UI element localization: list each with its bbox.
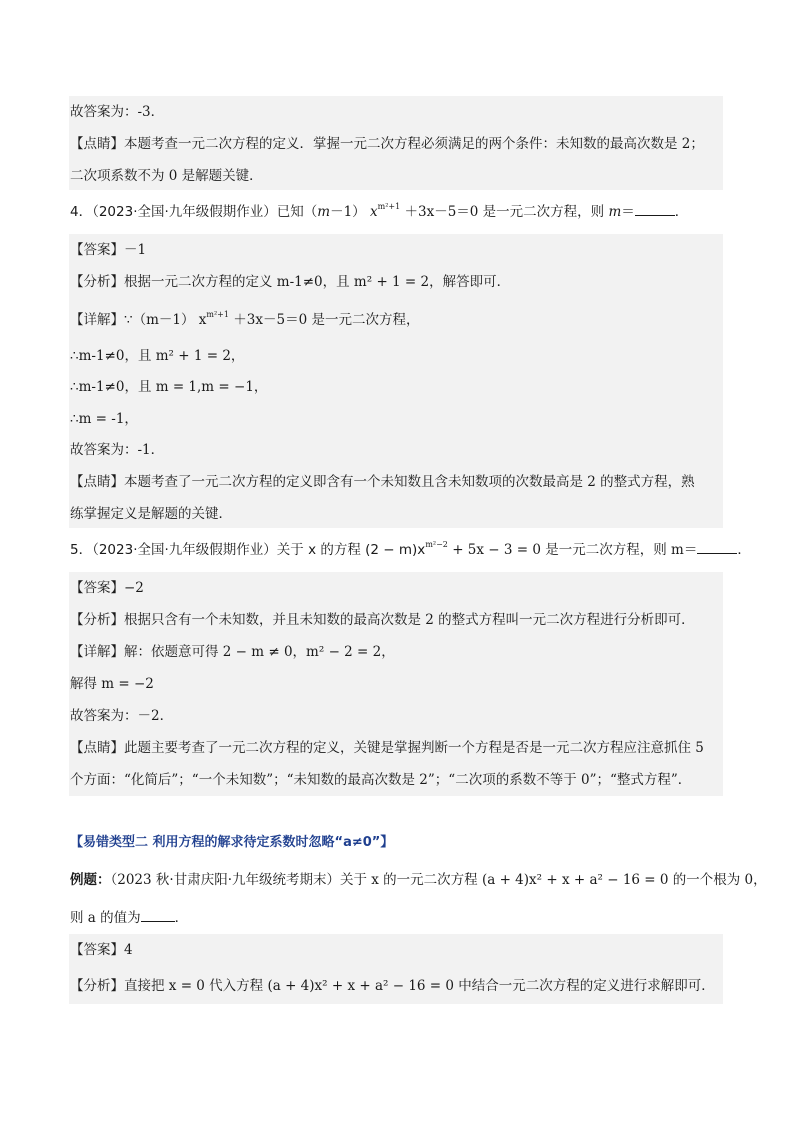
q5-stem-rest: + 5x − 3 = 0 是一元二次方程，则 m＝ [447,542,698,558]
analysis-tag: 【分析】 [70,274,124,290]
q4-answer-blank [635,201,675,216]
q4-analysis [70,271,723,293]
q4-exponent: m²+1 [377,202,401,211]
detail-exponent: m²+1 [206,310,229,319]
q4-equals: ＝ [621,204,635,220]
example-text: （2023 秋·甘肃庆阳·九年级统考期末）关于 x 的一元二次方程 (a + 4)x² + x + a² − 16 = 0 的一个根为 0， [110,872,767,888]
q4-var-m: m [317,204,331,220]
note-tag: 【点睛】 [70,474,124,490]
q3-note-line1 [70,133,723,155]
analysis-text: 根据只含有一个未知数，并且未知数的最高次数是 2 的整式方程叫一元二次方程进行分析即可． [124,612,695,628]
analysis-text: 根据一元二次方程的定义 m-1≠0，且 m² + 1 = 2，解答即可． [124,274,511,290]
example-text-2: 则 a 的值为 [70,910,141,926]
q5-detail-2: 解得 m = −2 [70,676,154,692]
q4-stem-mid: －1） [330,204,366,220]
note-text: 本题考查一元二次方程的定义．掌握一元二次方程必须满足的两个条件：未知数的最高次数是 2； [124,136,704,152]
q3-conclusion: 故答案为：-3． [70,104,165,120]
q4-detail-3: ∴m-1≠0，且 m = 1,m = −1， [70,379,268,395]
detail-text: ∵（m－1） x [124,312,207,328]
note-tag: 【点睛】 [70,740,124,756]
q5-answer-blank [697,539,737,554]
q5-detail-1 [70,641,723,663]
note-tag: 【点睛】 [70,136,124,152]
q3-note-line2: 二次项系数不为 0 是解题关键． [70,168,263,184]
answer-value: −2 [124,580,144,596]
q5-note-line1 [70,737,723,759]
note-text: 此题主要考查了一元二次方程的定义，关键是掌握判断一个方程是否是一元二次方程应注意抓住 5 [124,740,704,756]
section-heading: 【易错类型二 利用方程的解求待定系数时忽略“a≠0”】 [70,835,394,850]
example-answer-blank [141,907,175,922]
q4-detail-1 [70,309,723,331]
analysis-text: 直接把 x = 0 代入方程 (a + 4)x² + x + a² − 16 = 0 中结合一元二次方程的定义进行求解即可． [124,978,715,994]
example-label: 例题： [70,872,111,888]
answer-tag: 【答案】 [70,242,124,258]
answer-value: －1 [124,242,147,258]
q4-stem-rest: ＋3x－5＝0 是一元二次方程，则 [400,204,609,220]
q4-stem-prefix: 4．（2023·全国·九年级假期作业）已知（ [70,204,318,220]
q5-exponent: m²−2 [425,540,448,549]
answer-value: 4 [124,942,133,958]
q4-answer [70,239,723,261]
q4-detail-4: ∴m = -1， [70,411,138,427]
example-line2: 则 a 的值为 ． [70,907,723,929]
q4-detail-5: 故答案为：-1． [70,442,165,458]
detail-tag: 【详解】 [70,312,124,328]
example-answer [70,939,723,961]
q5-stem-text: 5．（2023·全国·九年级假期作业）关于 x 的方程 (2 − m)x [70,542,426,558]
note-text: 本题考查了一元二次方程的定义即含有一个未知数且含未知数项的次数最高是 2 的整式方程，熟 [124,474,695,490]
answer-tag: 【答案】 [70,942,124,958]
q4-note-line2: 练掌握定义是解题的关键． [70,506,232,522]
q4-stem: 4．（2023·全国·九年级假期作业）已知（m－1） $x^{m^2+1} +3x-5=0$ 是一元二次方程，则 m＝ ． [70,202,689,220]
q4-detail-2: ∴m-1≠0，且 m² + 1 = 2， [70,348,245,364]
answer-tag: 【答案】 [70,580,124,596]
example-analysis [70,975,723,997]
analysis-tag: 【分析】 [70,978,124,994]
q4-note-line1 [70,471,723,493]
q5-note-line2: 个方面：“化简后”；“一个未知数”；“未知数的最高次数是 2”；“二次项的系数不等于 0”；“整式方程”． [70,772,692,788]
detail-text: 解：依题意可得 2 − m ≠ 0，m² − 2 = 2， [124,644,395,660]
q5-analysis [70,609,723,631]
q4-var-x: x [369,204,378,220]
q5-stem: 5．（2023·全国·九年级假期作业）关于 x 的方程 $(2 - m)x^{m^2-2} + 5x - 3 = 0$ 是一元二次方程，则 m＝ ． [70,540,751,558]
q5-answer [70,577,723,599]
q5-detail-3: 故答案为：－2． [70,708,174,724]
detail-text-rest: ＋3x－5＝0 是一元二次方程， [228,312,420,328]
analysis-tag: 【分析】 [70,612,124,628]
detail-tag: 【详解】 [70,644,124,660]
example-line1 [70,869,767,891]
q4-var-m2: m [608,204,622,220]
